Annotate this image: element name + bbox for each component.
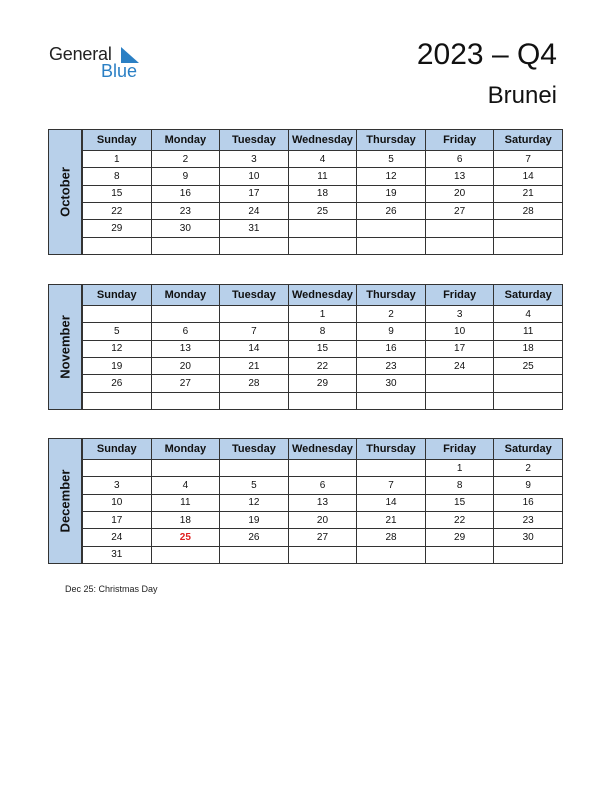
day-cell: 21 xyxy=(357,511,426,528)
week-row xyxy=(83,323,563,340)
day-cell: 2 xyxy=(357,306,426,323)
day-cell xyxy=(494,237,563,254)
day-cell: 2 xyxy=(494,460,563,477)
day-cell xyxy=(83,306,152,323)
calendar-table xyxy=(82,284,563,410)
day-cell: 31 xyxy=(83,546,152,563)
day-cell: 12 xyxy=(357,168,426,185)
weekday-header: Thursday xyxy=(357,285,426,306)
day-cell: 30 xyxy=(494,529,563,546)
week-row xyxy=(83,340,563,357)
general-blue-logo xyxy=(49,44,159,84)
weekday-header: Saturday xyxy=(494,130,563,151)
weekday-header: Friday xyxy=(425,439,494,460)
day-cell: 5 xyxy=(83,323,152,340)
day-cell xyxy=(425,546,494,563)
day-cell: 12 xyxy=(83,340,152,357)
day-cell xyxy=(494,375,563,392)
day-cell: 27 xyxy=(425,202,494,219)
week-row xyxy=(83,202,563,219)
day-cell: 28 xyxy=(220,375,289,392)
day-cell: 8 xyxy=(425,477,494,494)
day-cell xyxy=(288,237,357,254)
weekday-header: Tuesday xyxy=(220,285,289,306)
day-cell: 25 xyxy=(151,529,220,546)
day-cell xyxy=(425,237,494,254)
day-cell: 9 xyxy=(151,168,220,185)
day-cell xyxy=(288,460,357,477)
day-cell: 1 xyxy=(288,306,357,323)
month-label xyxy=(48,438,82,564)
day-cell: 20 xyxy=(425,185,494,202)
day-cell: 2 xyxy=(151,151,220,168)
weekday-header: Monday xyxy=(151,130,220,151)
day-cell xyxy=(425,220,494,237)
week-row xyxy=(83,185,563,202)
day-cell: 3 xyxy=(83,477,152,494)
day-cell: 24 xyxy=(425,357,494,374)
day-cell: 17 xyxy=(220,185,289,202)
day-cell: 23 xyxy=(357,357,426,374)
day-cell: 5 xyxy=(357,151,426,168)
day-cell xyxy=(151,392,220,409)
day-cell: 13 xyxy=(425,168,494,185)
day-cell: 31 xyxy=(220,220,289,237)
holiday-notes xyxy=(65,584,158,594)
day-cell: 11 xyxy=(151,494,220,511)
day-cell: 26 xyxy=(220,529,289,546)
day-cell: 27 xyxy=(151,375,220,392)
holiday-note: Dec 25: Christmas Day xyxy=(65,584,158,594)
day-cell: 18 xyxy=(151,511,220,528)
day-cell: 5 xyxy=(220,477,289,494)
calendar-table xyxy=(82,438,563,564)
day-cell: 11 xyxy=(494,323,563,340)
day-cell: 13 xyxy=(151,340,220,357)
day-cell: 15 xyxy=(83,185,152,202)
day-cell: 12 xyxy=(220,494,289,511)
day-cell: 20 xyxy=(288,511,357,528)
day-cell xyxy=(494,220,563,237)
day-cell xyxy=(220,306,289,323)
day-cell: 7 xyxy=(357,477,426,494)
day-cell: 16 xyxy=(357,340,426,357)
day-cell: 4 xyxy=(151,477,220,494)
week-row xyxy=(83,220,563,237)
week-row xyxy=(83,477,563,494)
day-cell: 7 xyxy=(494,151,563,168)
month-block-october xyxy=(48,129,563,255)
day-cell: 23 xyxy=(494,511,563,528)
month-name: October xyxy=(57,167,73,217)
weekday-header: Tuesday xyxy=(220,439,289,460)
day-cell: 13 xyxy=(288,494,357,511)
page-title: 2023 – Q4 xyxy=(416,38,557,71)
day-cell: 29 xyxy=(83,220,152,237)
day-cell: 21 xyxy=(220,357,289,374)
day-cell: 8 xyxy=(83,168,152,185)
week-row xyxy=(83,529,563,546)
weekday-header: Sunday xyxy=(83,130,152,151)
day-cell xyxy=(83,392,152,409)
week-row xyxy=(83,151,563,168)
day-cell: 14 xyxy=(220,340,289,357)
day-cell: 15 xyxy=(288,340,357,357)
day-cell xyxy=(357,460,426,477)
weekday-header: Thursday xyxy=(357,439,426,460)
day-cell: 30 xyxy=(151,220,220,237)
logo-text-blue: Blue xyxy=(101,61,138,81)
weekday-header: Saturday xyxy=(494,439,563,460)
weekday-header: Wednesday xyxy=(288,285,357,306)
day-cell xyxy=(357,392,426,409)
week-row xyxy=(83,357,563,374)
day-cell: 7 xyxy=(220,323,289,340)
week-row xyxy=(83,168,563,185)
day-cell: 27 xyxy=(288,529,357,546)
week-row xyxy=(83,375,563,392)
day-cell xyxy=(220,546,289,563)
weekday-header: Monday xyxy=(151,439,220,460)
day-cell: 22 xyxy=(425,511,494,528)
day-cell: 25 xyxy=(494,357,563,374)
day-cell: 26 xyxy=(357,202,426,219)
month-label xyxy=(48,284,82,410)
day-cell: 4 xyxy=(494,306,563,323)
weekday-header: Sunday xyxy=(83,439,152,460)
day-cell xyxy=(151,306,220,323)
weekday-header: Wednesday xyxy=(288,130,357,151)
week-row xyxy=(83,392,563,409)
weekday-header-row xyxy=(83,285,563,306)
day-cell: 1 xyxy=(425,460,494,477)
day-cell: 6 xyxy=(151,323,220,340)
day-cell: 9 xyxy=(494,477,563,494)
country-name: Brunei xyxy=(487,82,557,109)
day-cell xyxy=(151,460,220,477)
day-cell xyxy=(357,546,426,563)
day-cell: 18 xyxy=(494,340,563,357)
weekday-header: Tuesday xyxy=(220,130,289,151)
day-cell: 6 xyxy=(288,477,357,494)
day-cell: 15 xyxy=(425,494,494,511)
day-cell: 18 xyxy=(288,185,357,202)
day-cell: 19 xyxy=(83,357,152,374)
weekday-header-row xyxy=(83,130,563,151)
day-cell xyxy=(220,237,289,254)
day-cell: 17 xyxy=(425,340,494,357)
day-cell: 22 xyxy=(288,357,357,374)
weekday-header-row xyxy=(83,439,563,460)
month-name: December xyxy=(57,469,73,533)
day-cell: 14 xyxy=(357,494,426,511)
month-name: November xyxy=(57,315,73,379)
day-cell: 3 xyxy=(425,306,494,323)
day-cell: 11 xyxy=(288,168,357,185)
day-cell: 9 xyxy=(357,323,426,340)
day-cell xyxy=(151,237,220,254)
day-cell: 10 xyxy=(83,494,152,511)
week-row xyxy=(83,511,563,528)
day-cell: 24 xyxy=(83,529,152,546)
day-cell xyxy=(357,220,426,237)
day-cell: 21 xyxy=(494,185,563,202)
weekday-header: Friday xyxy=(425,285,494,306)
day-cell xyxy=(83,460,152,477)
week-row xyxy=(83,460,563,477)
week-row xyxy=(83,237,563,254)
day-cell: 17 xyxy=(83,511,152,528)
day-cell xyxy=(288,392,357,409)
weekday-header: Monday xyxy=(151,285,220,306)
day-cell xyxy=(288,220,357,237)
day-cell: 3 xyxy=(220,151,289,168)
week-row xyxy=(83,494,563,511)
day-cell: 1 xyxy=(83,151,152,168)
month-block-december xyxy=(48,438,563,564)
day-cell xyxy=(357,237,426,254)
weekday-header: Thursday xyxy=(357,130,426,151)
day-cell xyxy=(494,546,563,563)
logo-text-general: General xyxy=(49,44,112,64)
day-cell xyxy=(494,392,563,409)
day-cell: 19 xyxy=(220,511,289,528)
week-row xyxy=(83,306,563,323)
day-cell: 8 xyxy=(288,323,357,340)
day-cell: 19 xyxy=(357,185,426,202)
day-cell: 14 xyxy=(494,168,563,185)
day-cell: 10 xyxy=(425,323,494,340)
day-cell: 28 xyxy=(494,202,563,219)
day-cell: 29 xyxy=(288,375,357,392)
day-cell xyxy=(220,460,289,477)
day-cell xyxy=(83,237,152,254)
calendar-table xyxy=(82,129,563,255)
day-cell: 23 xyxy=(151,202,220,219)
day-cell xyxy=(220,392,289,409)
month-block-november xyxy=(48,284,563,410)
day-cell: 25 xyxy=(288,202,357,219)
day-cell: 16 xyxy=(151,185,220,202)
day-cell: 16 xyxy=(494,494,563,511)
day-cell: 4 xyxy=(288,151,357,168)
day-cell: 30 xyxy=(357,375,426,392)
weekday-header: Wednesday xyxy=(288,439,357,460)
weekday-header: Saturday xyxy=(494,285,563,306)
day-cell xyxy=(288,546,357,563)
week-row xyxy=(83,546,563,563)
day-cell xyxy=(425,392,494,409)
day-cell xyxy=(425,375,494,392)
day-cell: 10 xyxy=(220,168,289,185)
day-cell: 6 xyxy=(425,151,494,168)
day-cell xyxy=(151,546,220,563)
day-cell: 22 xyxy=(83,202,152,219)
weekday-header: Sunday xyxy=(83,285,152,306)
day-cell: 28 xyxy=(357,529,426,546)
weekday-header: Friday xyxy=(425,130,494,151)
day-cell: 24 xyxy=(220,202,289,219)
day-cell: 26 xyxy=(83,375,152,392)
month-label xyxy=(48,129,82,255)
day-cell: 29 xyxy=(425,529,494,546)
day-cell: 20 xyxy=(151,357,220,374)
